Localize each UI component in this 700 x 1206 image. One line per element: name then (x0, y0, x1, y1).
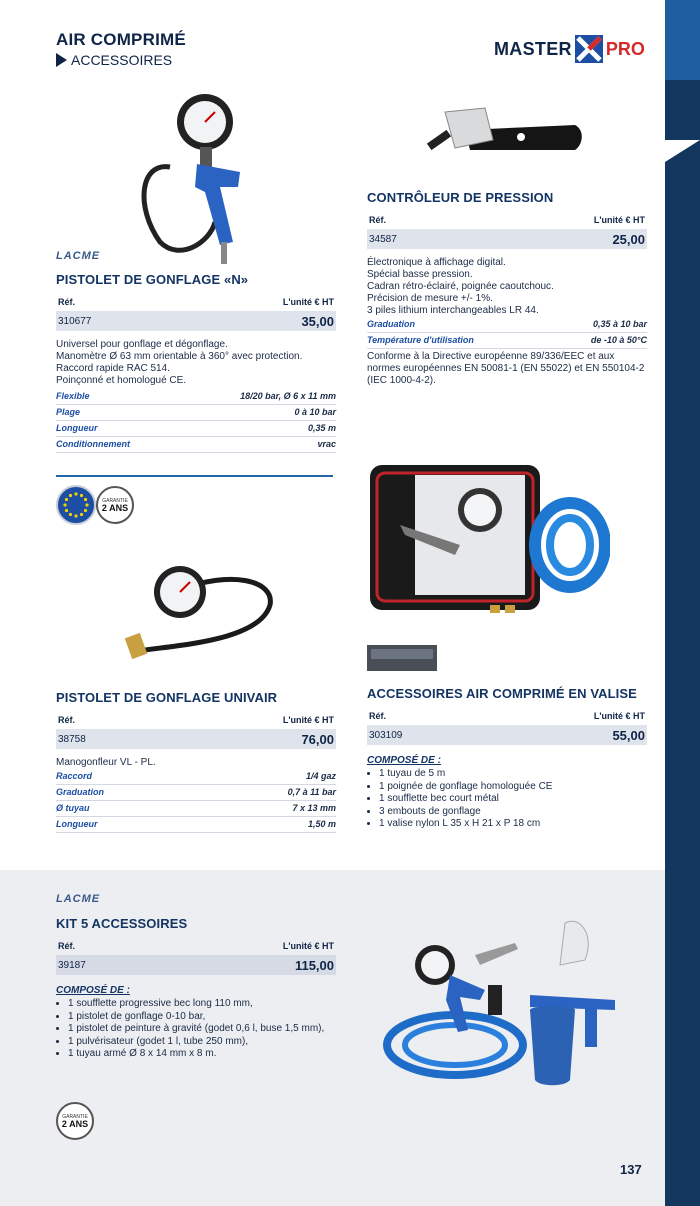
spec-list (367, 317, 647, 349)
desc-line: Poinçonné et homologué CE. (56, 375, 187, 386)
spec-value: 7 x 13 mm (292, 803, 336, 813)
valise-image (365, 455, 610, 625)
logo-pro-text: PRO (605, 38, 645, 59)
price-header: L'unité € HT (282, 941, 334, 951)
section-divider (56, 475, 333, 477)
product-description (56, 339, 336, 387)
category-title: AIR COMPRIMÉ (56, 30, 186, 49)
ref-header: Réf. (58, 715, 76, 725)
guarantee-big-text: 2 ANS (61, 1118, 89, 1129)
table-header (56, 715, 336, 725)
lacme-brand-mark: LACME (56, 893, 101, 905)
spec-row (56, 769, 336, 785)
spec-key: Ø tuyau (56, 803, 90, 813)
product-ref: 310677 (58, 315, 92, 327)
desc-line: Manogonfleur VL - PL. (56, 757, 156, 768)
product-kit5 (56, 916, 336, 1061)
price-header: L'unité € HT (282, 715, 334, 725)
spec-key: Longueur (56, 819, 98, 829)
ref-header: Réf. (369, 215, 387, 225)
product-controleur (367, 190, 647, 387)
guarantee-small-text: GARANTIE (62, 1113, 88, 1120)
product-title: CONTRÔLEUR DE PRESSION (367, 190, 554, 205)
univair-image (120, 560, 280, 665)
table-header (56, 941, 336, 951)
spec-value: 0,35 m (307, 423, 336, 433)
price-header: L'unité € HT (593, 215, 645, 225)
spec-row (56, 785, 336, 801)
price-header: L'unité € HT (593, 711, 645, 721)
spec-value: 1,50 m (307, 819, 336, 829)
spec-value: vrac (317, 439, 336, 449)
product-ref: 38758 (58, 733, 86, 745)
desc-line: Spécial basse pression. (367, 269, 473, 280)
desc-line: Manomètre Ø 63 mm orientable à 360° avec protection. Raccord rapide RAC 514. (56, 351, 303, 374)
spec-value: 18/20 bar, Ø 6 x 11 mm (240, 391, 336, 401)
eu-stars-badge (56, 485, 96, 525)
table-row (56, 311, 336, 331)
ref-header: Réf. (369, 711, 387, 721)
list-item: • 3 embouts de gonflage (379, 806, 647, 819)
spec-key: Conditionnement (56, 439, 130, 449)
list-item: • 1 soufflette progressive bec long 110 mm, (68, 998, 368, 1011)
triangle-icon (56, 53, 67, 67)
table-row (367, 229, 647, 249)
product-title: PISTOLET DE GONFLAGE UNIVAIR (56, 690, 278, 705)
spec-key: Graduation (367, 319, 416, 329)
desc-line: Électronique à affichage digital. (367, 257, 506, 268)
list-item: • 1 pistolet de gonflage 0-10 bar, (68, 1011, 368, 1024)
list-item: • 1 valise nylon L 35 x H 21 x P 18 cm (379, 818, 647, 831)
product-description (56, 757, 336, 769)
product-ref: 39187 (58, 959, 86, 971)
product-description (367, 257, 647, 317)
spec-row (56, 817, 336, 833)
product-univair (56, 690, 336, 833)
product-ref: 34587 (369, 233, 397, 245)
controleur-image (425, 100, 585, 165)
product-price: 76,00 (301, 731, 334, 747)
spec-list (56, 769, 336, 833)
masterpro-logo (494, 34, 645, 64)
spec-value: 1/4 gaz (305, 771, 336, 781)
lacme-brand-mark: LACME (56, 250, 101, 262)
pistolet-n-image (135, 92, 255, 267)
list-item: • 1 tuyau de 5 m (379, 768, 647, 781)
price-header: L'unité € HT (282, 297, 334, 307)
spec-key: Température d'utilisation (367, 335, 474, 345)
product-pistolet-n (56, 272, 336, 453)
spec-row (56, 405, 336, 421)
spec-value: 0,7 à 11 bar (287, 787, 336, 797)
spec-key: Plage (56, 407, 81, 417)
guarantee-small-text: GARANTIE (102, 497, 128, 504)
compose-heading: COMPOSÉ DE : (56, 985, 130, 996)
compose-list (56, 998, 368, 1061)
side-notch (665, 140, 700, 162)
spec-value: 0 à 10 bar (294, 407, 336, 417)
desc-line: Universel pour gonflage et dégonflage. (56, 339, 228, 350)
product-ref: 303109 (369, 729, 403, 741)
table-header (367, 215, 647, 225)
spec-key: Graduation (56, 787, 105, 797)
spec-row (56, 801, 336, 817)
spec-value: de -10 à 50°C (590, 335, 647, 345)
spec-row (367, 333, 647, 349)
page-number: 137 (620, 1162, 642, 1177)
compose-list (367, 768, 647, 831)
guarantee-big-text: 2 ANS (101, 502, 129, 513)
desc-line: Cadran rétro-éclairé, poignée caoutchouc. (367, 281, 554, 292)
list-item: • 1 pulvérisateur (godet 1 l, tube 250 mm), (68, 1036, 368, 1049)
product-price: 55,00 (612, 727, 645, 743)
list-item: • 1 soufflette bec court métal (379, 793, 647, 806)
table-header (367, 711, 647, 721)
product-title: KIT 5 ACCESSOIRES (56, 916, 188, 931)
spec-key: Flexible (56, 391, 90, 401)
table-row (56, 955, 336, 975)
product-valise (367, 686, 647, 831)
spec-row (56, 389, 336, 405)
logo-master-text: MASTER (494, 38, 572, 59)
product-title: ACCESSOIRES AIR COMPRIMÉ EN VALISE (367, 686, 637, 701)
ref-header: Réf. (58, 297, 76, 307)
spec-key: Raccord (56, 771, 93, 781)
list-item: • 1 tuyau armé Ø 8 x 14 mm x 8 m. (68, 1048, 368, 1061)
eu-stars-icon (58, 487, 94, 523)
product-price: 35,00 (301, 313, 334, 329)
logo-x-icon (575, 35, 603, 63)
side-color-tab (665, 0, 700, 80)
list-item: • 1 pistolet de peinture à gravité (godet 0,6 l, buse 1,5 mm), (68, 1023, 368, 1036)
compose-heading: COMPOSÉ DE : (367, 755, 441, 766)
product-title: PISTOLET DE GONFLAGE «N» (56, 272, 249, 287)
guarantee-badge (96, 486, 134, 524)
guarantee-badge (56, 1102, 94, 1140)
product-price: 115,00 (294, 957, 334, 973)
spec-row (56, 421, 336, 437)
spec-value: 0,35 à 10 bar (592, 319, 647, 329)
spec-row (56, 437, 336, 453)
spec-key: Longueur (56, 423, 98, 433)
product-price: 25,00 (612, 231, 645, 247)
category-subtitle (56, 52, 172, 68)
side-color-bar (665, 0, 700, 1206)
desc-line: Précision de mesure +/- 1%. (367, 293, 493, 304)
ref-header: Réf. (58, 941, 76, 951)
desc-line: 3 piles lithium interchangeables LR 44. (367, 305, 539, 316)
table-header (56, 297, 336, 307)
valise-label-icon (367, 645, 437, 671)
spec-list (56, 389, 336, 453)
kit5-image (380, 915, 640, 1090)
table-row (367, 725, 647, 745)
category-subtitle-text: ACCESSOIRES (71, 52, 173, 68)
conformity-note: Conforme à la Directive européenne 89/336/EEC et aux normes européennes EN 50081-1 (EN 55022) et EN 550104-2 (IEC 1000-4-2). (367, 351, 645, 386)
list-item: • 1 poignée de gonflage homologuée CE (379, 781, 647, 794)
spec-row (367, 317, 647, 333)
table-row (56, 729, 336, 749)
